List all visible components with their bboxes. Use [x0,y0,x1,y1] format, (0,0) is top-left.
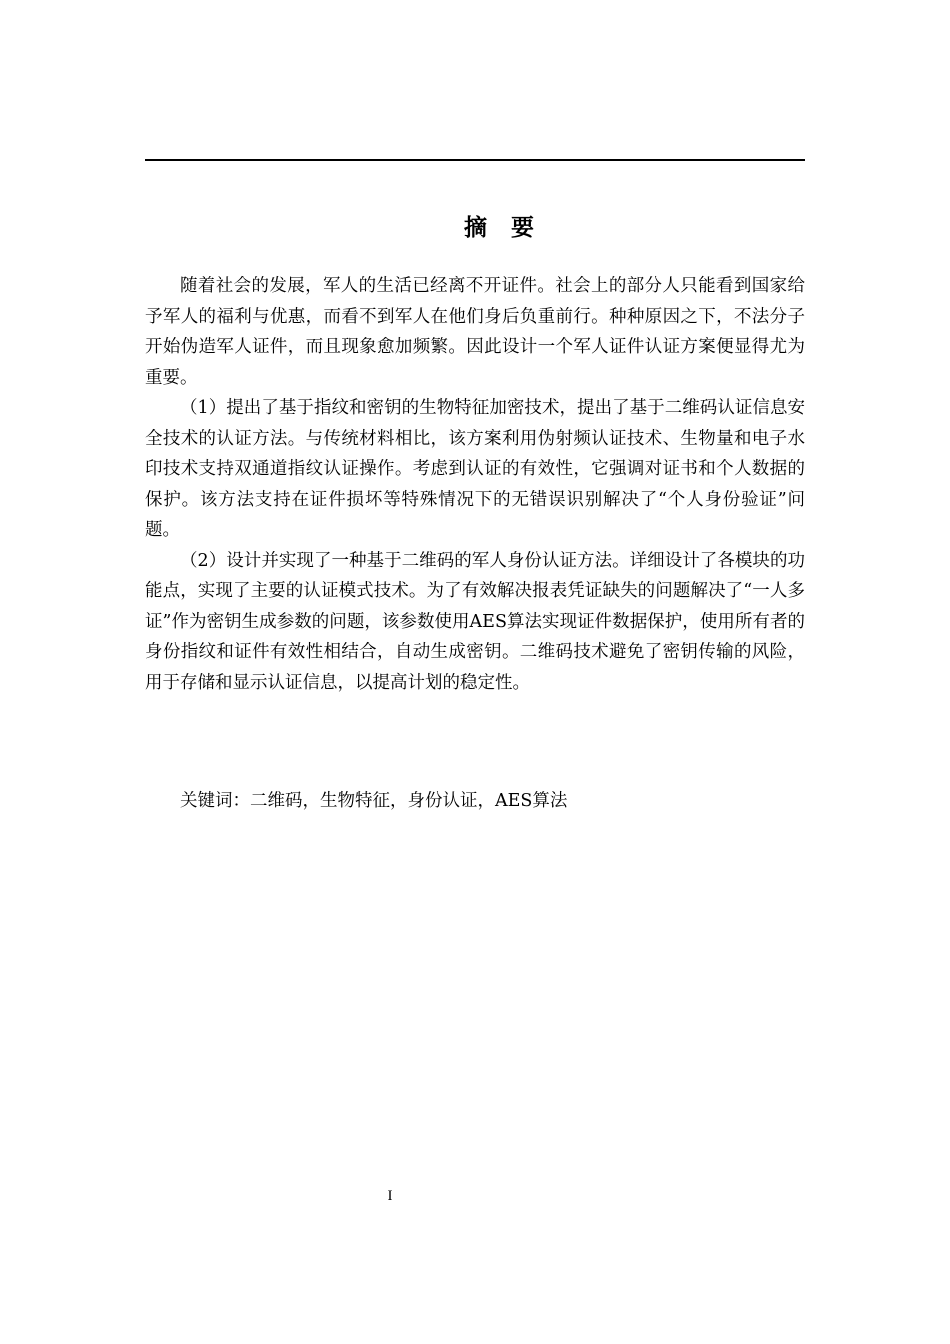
abstract-paragraph-2: （1）提出了基于指纹和密钥的生物特征加密技术，提出了基于二维码认证信息安全技术的认证方法。与传统材料相比，该方案利用伪射频认证技术、生物量和电子水印技术支持双通道指纹认证操作。考虑到认证的有效性，它强调对证书和个人数据的保护。该方法支持在证件损坏等特殊情况下的无错误识别解决了“个人身份验证”问题。 [145,398,805,540]
abstract-paragraph-3: （2）设计并实现了一种基于二维码的军人身份认证方法。详细设计了各模块的功能点，实现了主要的认证模式技术。为了有效解决报表凭证缺失的问题解决了“一人多证”作为密钥生成参数的问题，该参数使用AES算法实现证件数据保护，使用所有者的身份指纹和证件有效性相结合，自动生成密钥。二维码技术避免了密钥传输的风险，用于存储和显示认证信息，以提高计划的稳定性。 [145,550,805,693]
abstract-body [145,271,805,698]
abstract-title-char-2: 要 [511,215,536,241]
abstract-title-char-1: 摘 [464,215,489,241]
header-rule [145,159,805,161]
keywords-line: 关键词：二维码，生物特征，身份认证，AES算法 [180,791,568,811]
page-number: I [387,1188,393,1204]
abstract-paragraph-1: 随着社会的发展，军人的生活已经离不开证件。社会上的部分人只能看到国家给予军人的福利与优惠，而看不到军人在他们身后负重前行。种种原因之下，不法分子开始伪造军人证件，而且现象愈加频繁。因此设计一个军人证件认证方案便显得尤为重要。 [145,276,805,388]
abstract-title [145,212,855,244]
